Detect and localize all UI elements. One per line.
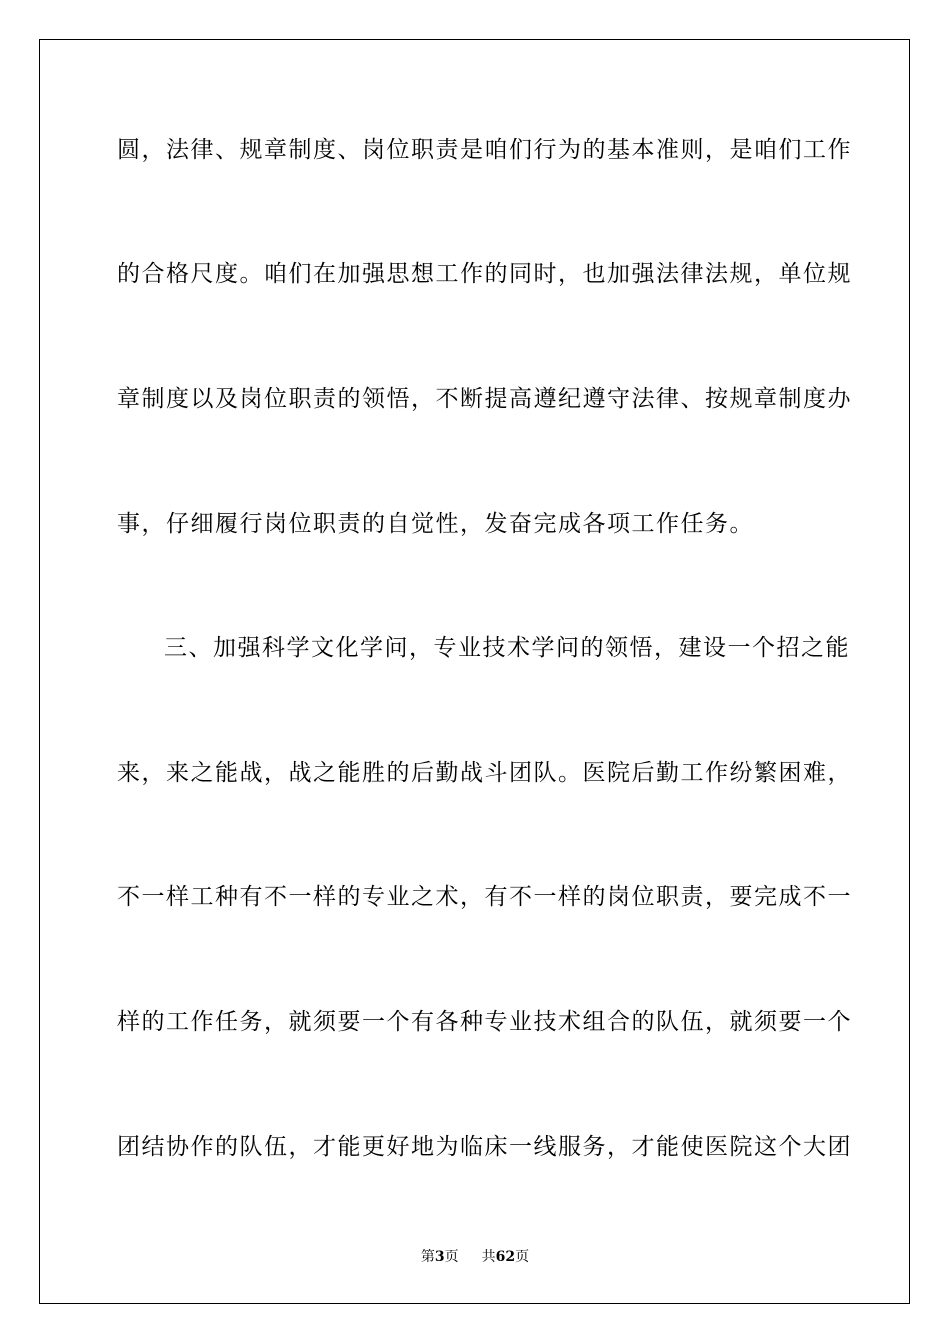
page-suffix: 页 (444, 1249, 459, 1265)
page-border (39, 39, 910, 1304)
total-suffix: 页 (515, 1249, 530, 1265)
page-indicator (421, 1248, 459, 1266)
body-text-line: 的合格尺度。咱们在加强思想工作的同时，也加强法律法规，单位规 (117, 261, 852, 287)
body-text-line: 团结协作的队伍，才能更好地为临床一线服务，才能使医院这个大团 (117, 1134, 852, 1160)
total-prefix: 共 (481, 1249, 496, 1265)
paragraph-first-line: 三、加强科学文化学问，专业技术学问的领悟，建设一个招之能 (164, 635, 850, 661)
body-text-line: 样的工作任务，就须要一个有各种专业技术组合的队伍，就须要一个 (117, 1009, 852, 1035)
total-pages: 62 (495, 1249, 516, 1265)
total-pages-indicator (482, 1248, 529, 1266)
page-prefix: 第 (420, 1249, 435, 1265)
body-text-line: 事，仔细履行岗位职责的自觉性，发奋完成各项工作任务。 (117, 511, 754, 537)
body-text-line: 不一样工种有不一样的专业之术，有不一样的岗位职责，要完成不一 (117, 884, 852, 910)
body-text-line: 圆，法律、规章制度、岗位职责是咱们行为的基本准则，是咱们工作 (117, 137, 852, 163)
body-text-line: 章制度以及岗位职责的领悟，不断提高遵纪遵守法律、按规章制度办 (117, 386, 852, 412)
page-number: 3 (434, 1249, 445, 1265)
body-text-line: 来，来之能战，战之能胜的后勤战斗团队。医院后勤工作纷繁困难， (117, 760, 852, 786)
page-footer (0, 1248, 950, 1266)
